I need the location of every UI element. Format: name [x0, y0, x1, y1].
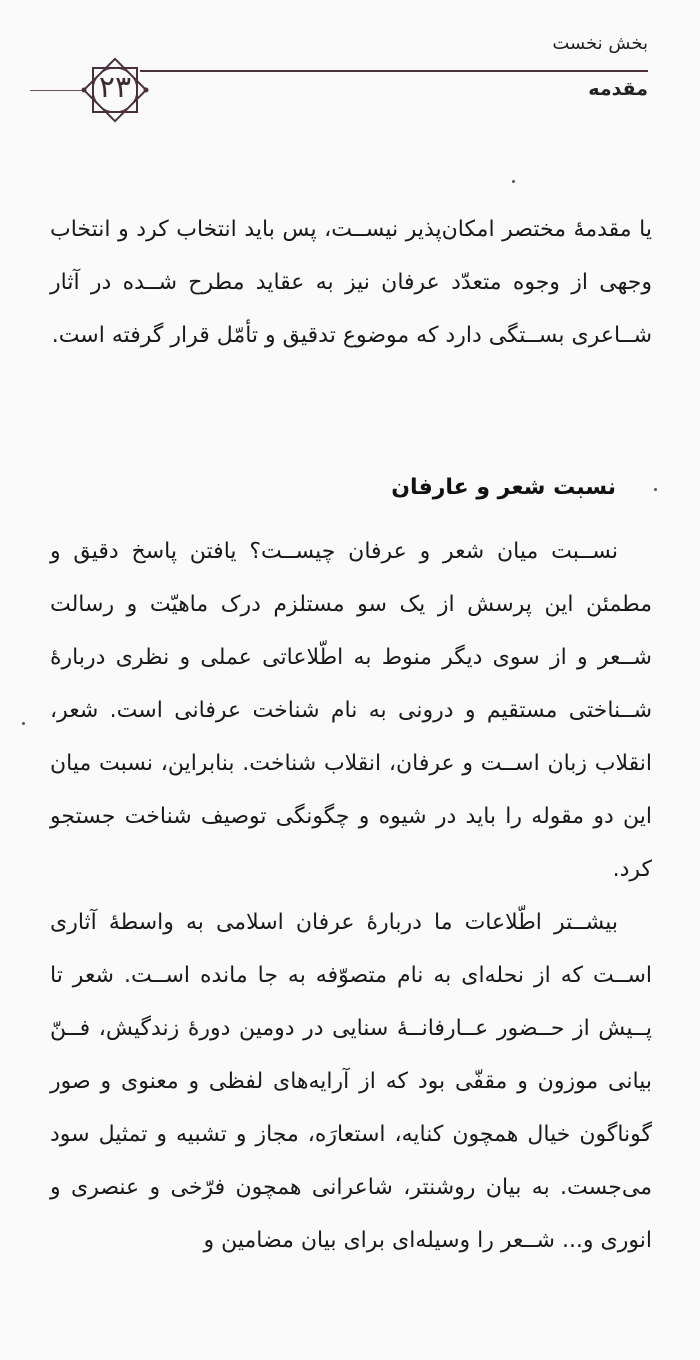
speck: [654, 488, 657, 491]
section-label: بخش نخست: [552, 33, 648, 54]
header-rule-left: [30, 90, 82, 91]
body-paragraphs-block: [50, 525, 652, 1267]
paragraph-3: بیشــتر اطّلاعات ما دربارهٔ عرفان اسلامی به واسطهٔ آثاری اســت که از نحله‌ای به نام متصوّفه به جا مانده اســت. شعر تا پــیش از حــضور عــارفانــهٔ سنایی در دومین دورهٔ زندگیش، فــنّ بیانی موزون و مقفّی بود که از آرایه‌های لفظی و معنوی و صور گوناگون خیال همچون کنایه، استعارَه، مجاز و تشبیه و تمثیل سود می‌جست. به بیان روشنتر، شاعرانی همچون فرّخی و عنصری و انوری و... شــعر را وسیله‌ای برای بیان مضامین و: [50, 910, 652, 1253]
page-header: [0, 0, 700, 140]
chapter-label: مقدمه: [588, 78, 648, 100]
speck: [22, 722, 25, 725]
intro-paragraph: یا مقدمهٔ مختصر امکان‌پذیر نیســت، پس باید انتخاب کرد و انتخاب وجهی از وجوه متعدّد عرفان نیز به عقاید مطرح شــده در آثار شــاعری بســتگی دارد که موضوع تدقیق و تأمّل قرار گرفته است.: [50, 217, 652, 348]
paragraph-2: نســبت میان شعر و عرفان چیســت؟ یافتن پاسخ دقیق و مطمئن این پرسش از یک سو مستلزم درک ماهیّت و رسالت شــعر و از سوی دیگر منوط به اطّلاعاتی عملی و نظری دربارهٔ شــناختی مستقیم و درونی به نام شناخت عرفانی است. شعر، انقلاب زبان اســت و عرفان، انقلاب شناخت. بنابراین، نسبت میان این دو مقوله را باید در شیوه و چگونگی توصیف شناخت جستجو کرد.: [50, 539, 652, 882]
speck: [512, 180, 515, 183]
page-number: ۲۳: [98, 70, 132, 105]
header-rule: [140, 70, 648, 72]
intro-paragraph-block: [50, 203, 652, 362]
section-heading: نسبت شعر و عارفان: [391, 475, 616, 500]
